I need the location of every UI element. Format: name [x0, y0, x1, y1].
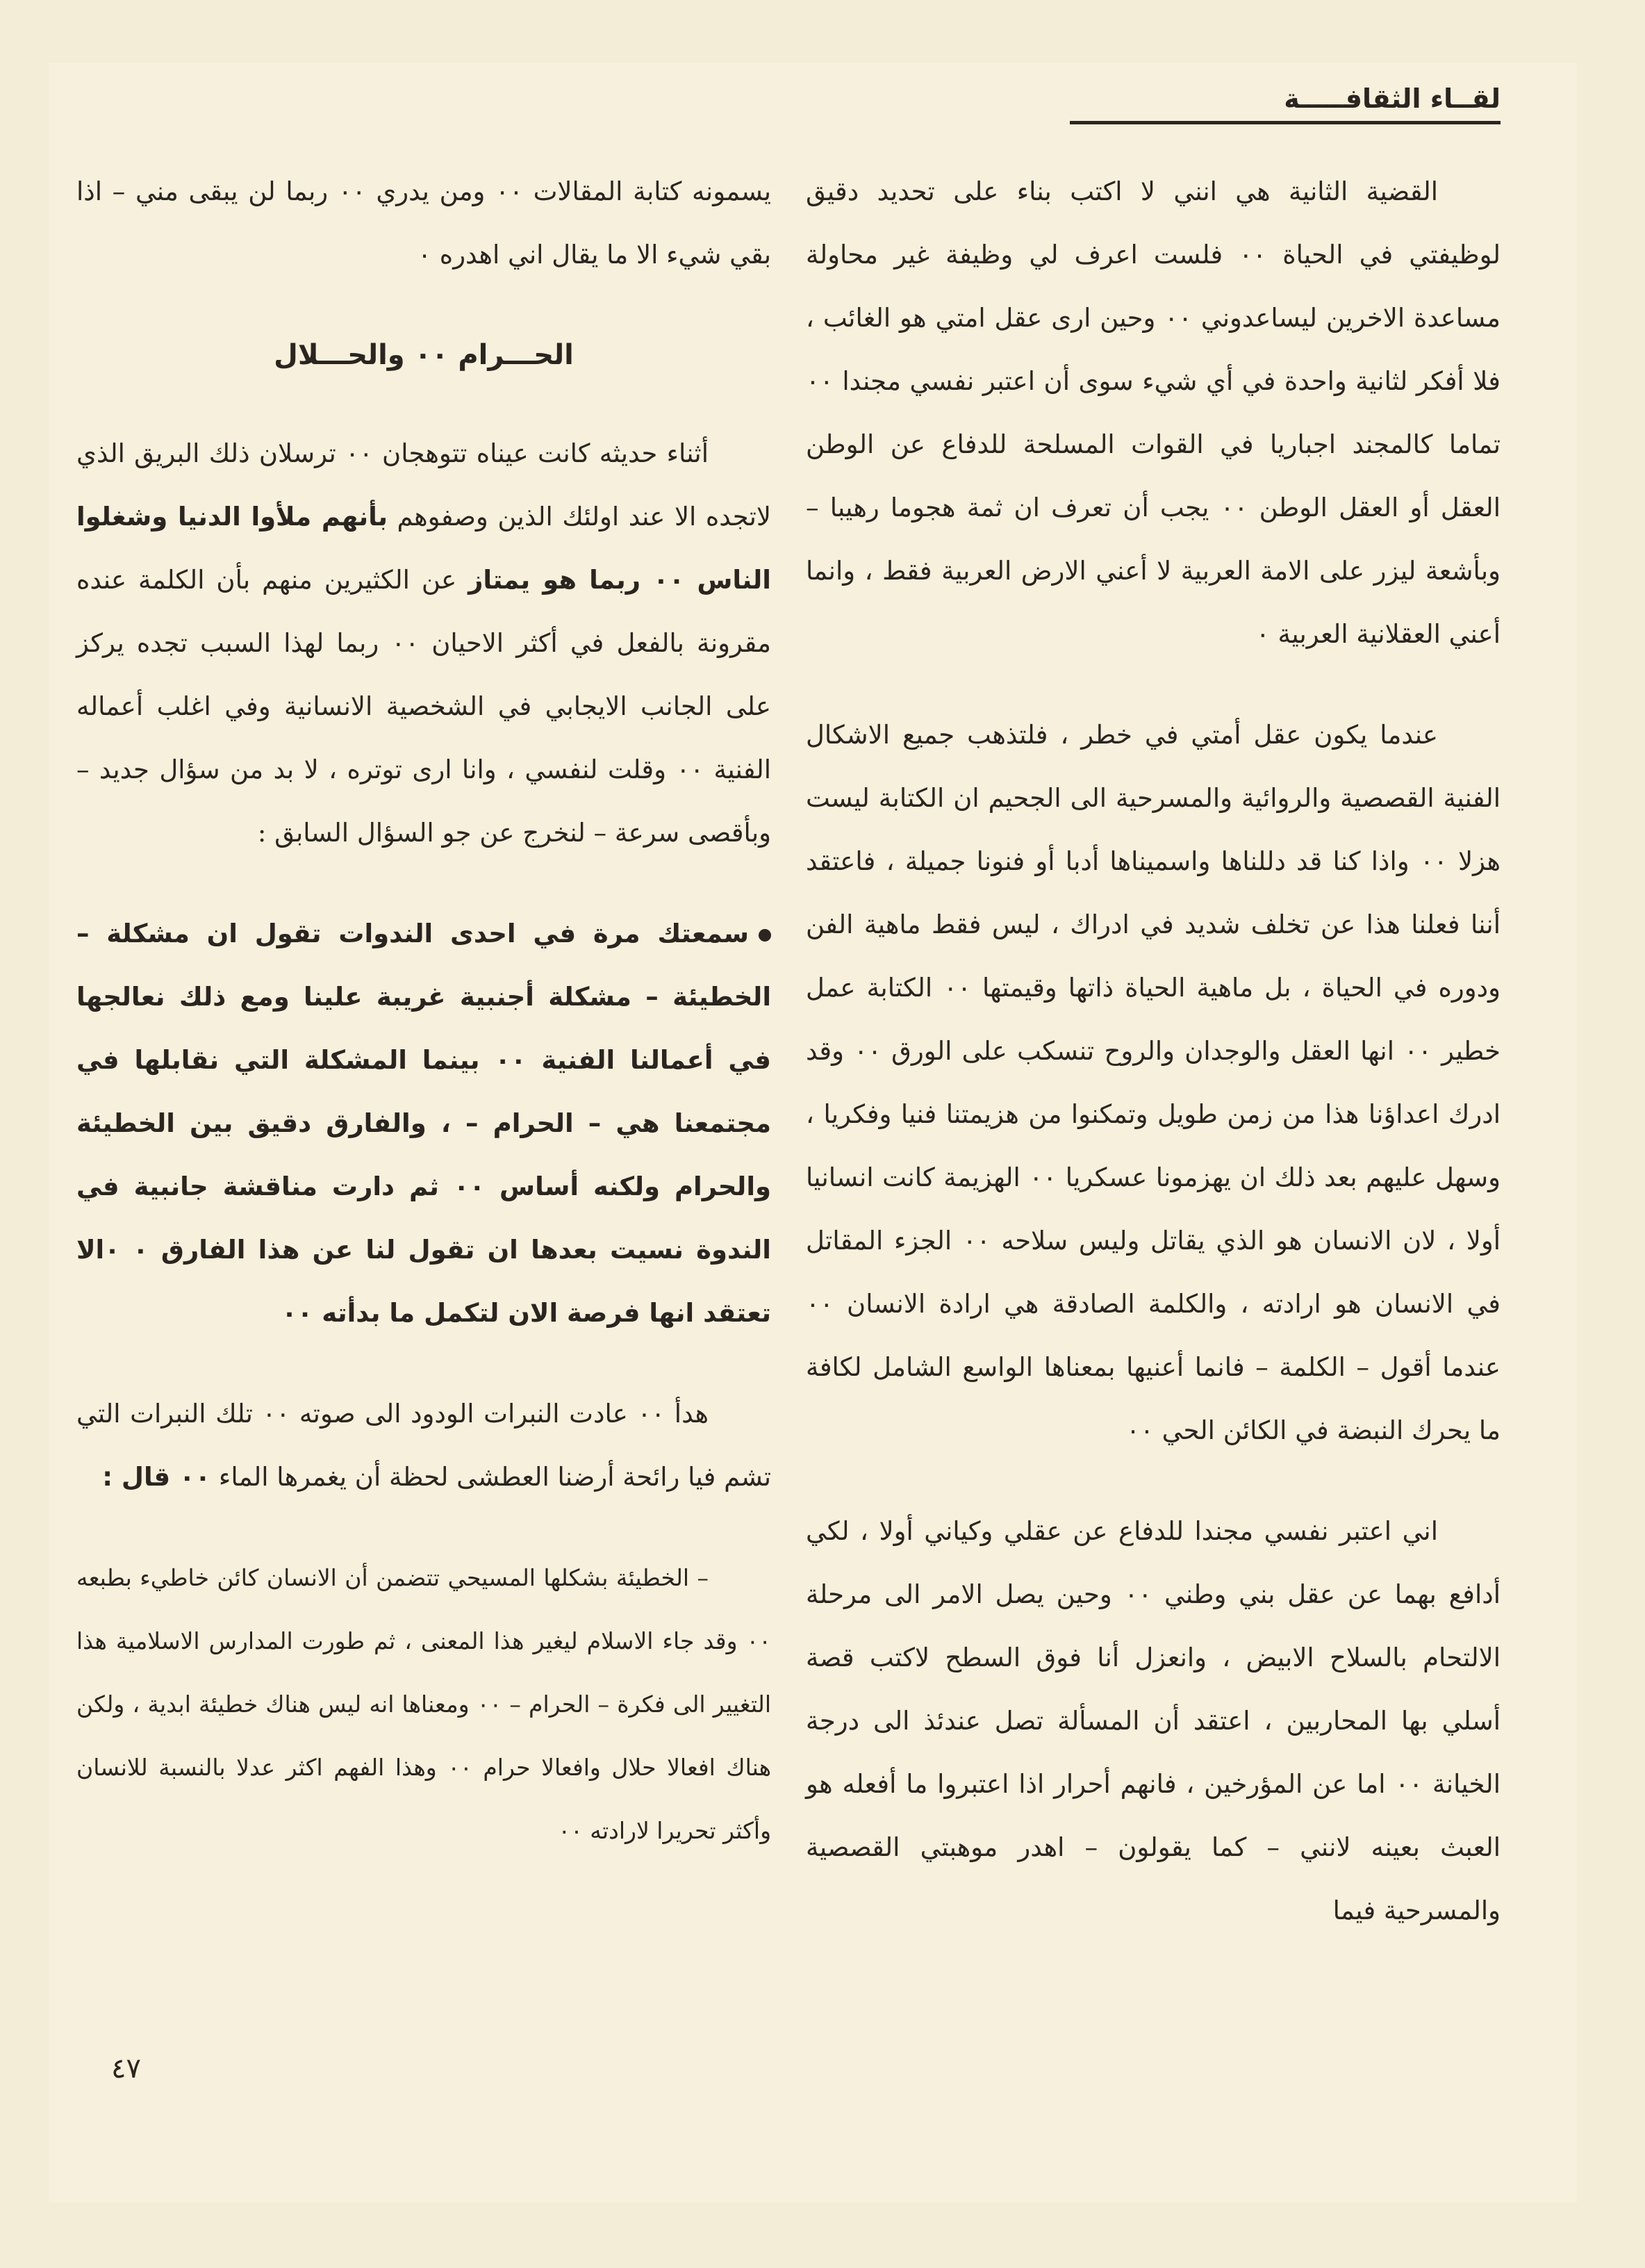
subheading: الحـــرام ٠٠ والحـــلال [274, 339, 574, 371]
paragraph: القضية الثانية هي انني لا اكتب بناء على تحديد دقيق لوظيفتي في الحياة ٠٠ فلست اعرف لي وظيفة غير محاولة مساعدة الاخرين ليساعدوني ٠٠ وحين ارى عقل امتي هو الغائب ، فلا أفكر لثانية واحدة في أي شيء سوى أن اعتبر نفسي مجندا ٠٠ تماما كالمجند اجباريا في القوات المسلحة للدفاع عن الوطن العقل أو العقل الوطن ٠٠ يجب أن تعرف ان ثمة هجوما رهيبا – وبأشعة ليزر على الامة العربية لا أعني الارض العربية فقط ، وانما أعني العقلانية العربية ٠ [806, 176, 1501, 649]
right-column [806, 160, 1501, 1980]
magazine-page [49, 63, 1577, 2203]
interview-question [76, 902, 771, 1345]
left-column [76, 160, 771, 1900]
section-title: لقــاء الثقافـــــة [1284, 83, 1501, 114]
question-text: سمعتك مرة في احدى الندوات تقول ان مشكلة – الخطيئة – مشكلة أجنبية غريبة علينا ومع ذلك نعالجها في أعمالنا الفنية ٠٠ بينما المشكلة التي نقابلها في مجتمعنا هي – الحرام – ، والفارق دقيق بين الخطيئة والحرام ولكنه أساس ٠٠ ثم دارت مناقشة جانبية في الندوة نسيت بعدها ان تقول لنا عن هذا الفارق ٠ ٠الا تعتقد انها فرصة الان لتكمل ما بدأته ٠٠ [76, 919, 771, 1328]
paragraph: اني اعتبر نفسي مجندا للدفاع عن عقلي وكياني أولا ، لكي أدافع بهما عن عقل بني وطني ٠٠ وحين يصل الامر الى مرحلة الالتحام بالسلاح الابيض ، وانعزل أنا فوق السطح لاكتب قصة أسلي بها المحاربين ، اعتقد أن المسألة تصل عندئذ الى درجة الخيانة ٠٠ اما عن المؤرخين ، فانهم أحرار اذا اعتبروا ما أفعله هو العبث بعينه لانني – كما يقولون – اهدر موهبتي القصصية والمسرحية فيما [806, 1516, 1501, 1925]
page-number: ٤٧ [111, 2053, 141, 2085]
bullet-icon [759, 929, 771, 942]
paragraph: عندما يكون عقل أمتي في خطر ، فلتذهب جميع الاشكال الفنية القصصية والروائية والمسرحية الى الجحيم ان الكتابة ليست هزلا ٠٠ واذا كنا قد دللناها واسميناها أدبا أو فنونا جميلة ، فاعتقد أننا فعلنا هذا عن تخلف شديد في ادراك ، ليس فقط ماهية الفن ودوره في الحياة ، بل ماهية الحياة ذاتها وقيمتها ٠٠ الكتابة عمل خطير ٠٠ انها العقل والوجدان والروح تنسكب على الورق ٠٠ وقد ادرك اعداؤنا هذا من زمن طويل وتمكنوا من هزيمتنا فنيا وفكريا ، وسهل عليهم بعد ذلك ان يهزمونا عسكريا ٠٠ الهزيمة كانت انسانيا أولا ، لان الانسان هو الذي يقاتل وليس سلاحه ٠٠ الجزء المقاتل في الانسان هو ارادته ، والكلمة الصادقة هي ارادة الانسان ٠٠ عندما أقول – الكلمة – فانما أعنيها بمعناها الواسع الشامل لكافة ما يحرك النبضة في الكائن الحي ٠٠ [806, 720, 1501, 1445]
text-run: هدأ ٠٠ عادت النبرات الودود الى صوته ٠٠ تلك النبرات التي تشم فيا رائحة أرضنا العطشى لحظة أن يغمرها الماء [76, 1399, 771, 1492]
paragraph [76, 1382, 771, 1509]
bold-text-run: بأنهم ملأوا الدنيا وشغلوا الناس ٠٠ ربما هو يمتاز [76, 502, 771, 595]
header-rule [1070, 121, 1501, 124]
text-run: أثناء حديثه كانت عيناه تتوهجان ٠٠ ترسلان ذلك البريق الذي لاتجده الا عند اولئك الذين وصفوهم [76, 438, 771, 532]
interview-answer: – الخطيئة بشكلها المسيحي تتضمن أن الانسان كائن خاطيء بطبعه ٠٠ وقد جاء الاسلام ليغير هذا المعنى ، ثم طورت المدارس الاسلامية هذا التغيير الى فكرة – الحرام – ٠٠ ومعناها انه ليس هناك خطيئة ابدية ، ولكن هناك افعالا حلال وافعالا حرام ٠٠ وهذا الفهم اكثر عدلا بالنسبة للانسان وأكثر تحريرا لارادته ٠٠ [76, 1564, 772, 1844]
paragraph [76, 422, 771, 864]
page-header [1070, 83, 1501, 124]
text-run: عن الكثيرين منهم بأن الكلمة عنده مقرونة بالفعل في أكثر الاحيان ٠٠ ربما لهذا السبب تجده يركز على الجانب الايجابي في الشخصية الانسانية وفي اغلب أعماله الفنية ٠٠ وقلت لنفسي ، وانا ارى توتره ، لا بد من سؤال جديد – وبأقصى سرعة – لنخرج عن جو السؤال السابق : [76, 565, 772, 848]
bold-text-run: ٠٠ قال : [102, 1462, 211, 1492]
paragraph-continued: يسمونه كتابة المقالات ٠٠ ومن يدري ٠٠ ربما لن يبقى مني – اذا بقي شيء الا ما يقال اني اهدره ٠ [76, 176, 771, 270]
